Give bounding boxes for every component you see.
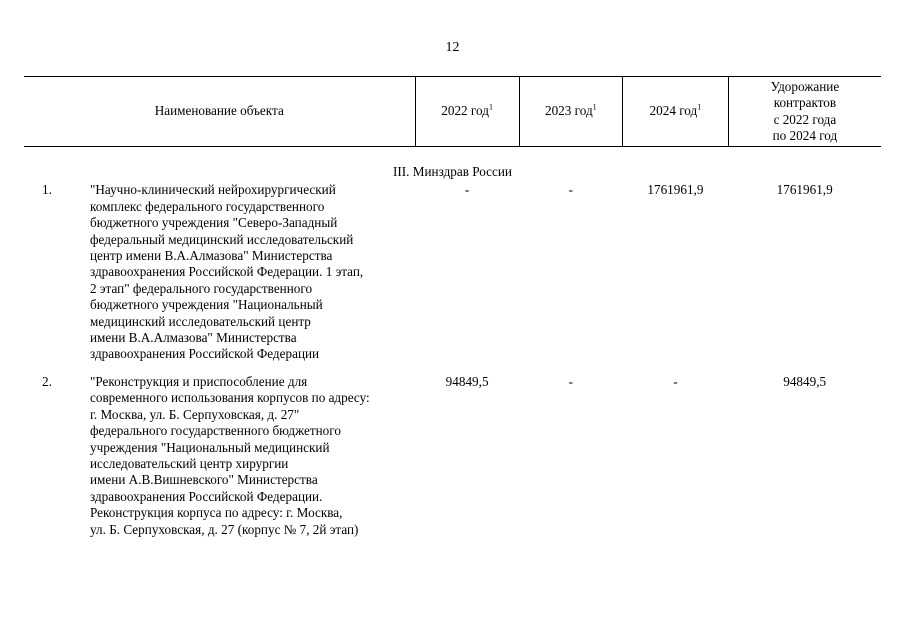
header-2023-label: 2023 год xyxy=(544,103,593,119)
objects-table xyxy=(24,76,881,538)
header-cost-line: с 2022 года xyxy=(773,111,837,127)
header-cost-line: Удорожание xyxy=(770,78,840,94)
page-number: 12 xyxy=(445,40,460,55)
value-2023: - xyxy=(568,373,574,389)
header-2022-label: 2022 год xyxy=(441,103,489,119)
name-line: федерального государственного бюджетного xyxy=(90,423,341,439)
name-line: здравоохранения Российской Федерации. 1 этап, xyxy=(90,264,364,280)
name-cell xyxy=(24,182,415,362)
header-cost-line: контрактов xyxy=(773,95,837,111)
header-2024-label: 2024 год xyxy=(649,103,698,119)
table-row xyxy=(24,182,881,362)
name-line: имени А.В.Вишневского" Министерства xyxy=(90,472,318,488)
name-line: "Научно-клинический нейрохирургический xyxy=(90,182,336,198)
name-line: комплекс федерального государственного xyxy=(90,198,325,214)
header-2023 xyxy=(519,77,622,147)
name-line: центр имени В.А.Алмазова" Министерства xyxy=(90,248,333,264)
value-2024: - xyxy=(673,373,678,389)
value-2022: 94849,5 xyxy=(445,373,489,389)
row-number: 1. xyxy=(42,182,52,198)
name-line: учреждения "Национальный медицинский xyxy=(90,439,330,455)
footnote-marker: 1 xyxy=(488,102,493,112)
name-line: здравоохранения Российской Федерации xyxy=(90,346,320,362)
name-line: Реконструкция корпуса по адресу: г. Москва, xyxy=(90,505,343,521)
footnote-marker: 1 xyxy=(592,102,597,112)
name-line: г. Москва, ул. Б. Серпуховская, д. 27" xyxy=(90,406,300,422)
object-name xyxy=(90,182,415,362)
section-title: III. Минздрав России xyxy=(392,164,512,179)
name-cell xyxy=(24,363,415,538)
name-line: бюджетного учреждения "Северо-Западный xyxy=(90,215,338,231)
name-line: федеральный медицинский исследовательский xyxy=(90,231,354,247)
name-line: здравоохранения Российской Федерации. xyxy=(90,488,323,504)
section-row xyxy=(24,147,881,183)
value-increase: 1761961,9 xyxy=(776,182,833,198)
object-name xyxy=(90,374,415,538)
value-2022: - xyxy=(464,182,470,198)
name-line: современного использования корпусов по адресу: xyxy=(90,390,370,406)
row-number: 2. xyxy=(42,373,52,389)
header-name-label: Наименование объекта xyxy=(154,103,284,119)
table-header-row xyxy=(24,77,881,147)
header-name xyxy=(24,77,415,147)
name-line: "Реконструкция и приспособление для xyxy=(90,373,308,389)
table-row xyxy=(24,363,881,538)
name-line: бюджетного учреждения "Национальный xyxy=(90,297,323,313)
value-2024: 1761961,9 xyxy=(647,182,704,198)
header-cost-line: по 2024 год xyxy=(772,127,838,143)
value-2023: - xyxy=(568,182,574,198)
footnote-marker: 1 xyxy=(697,102,702,112)
name-line: имени В.А.Алмазова" Министерства xyxy=(90,330,297,346)
name-line: 2 этап" федерального государственного xyxy=(90,280,313,296)
name-line: медицинский исследовательский центр xyxy=(90,313,311,329)
name-line: исследовательский центр хирургии xyxy=(90,455,289,471)
header-2024 xyxy=(622,77,728,147)
header-2022 xyxy=(415,77,519,147)
value-increase: 94849,5 xyxy=(783,373,827,389)
header-cost-increase xyxy=(728,77,881,147)
name-line: ул. Б. Серпуховская, д. 27 (корпус № 7, 2й этап) xyxy=(90,521,359,537)
